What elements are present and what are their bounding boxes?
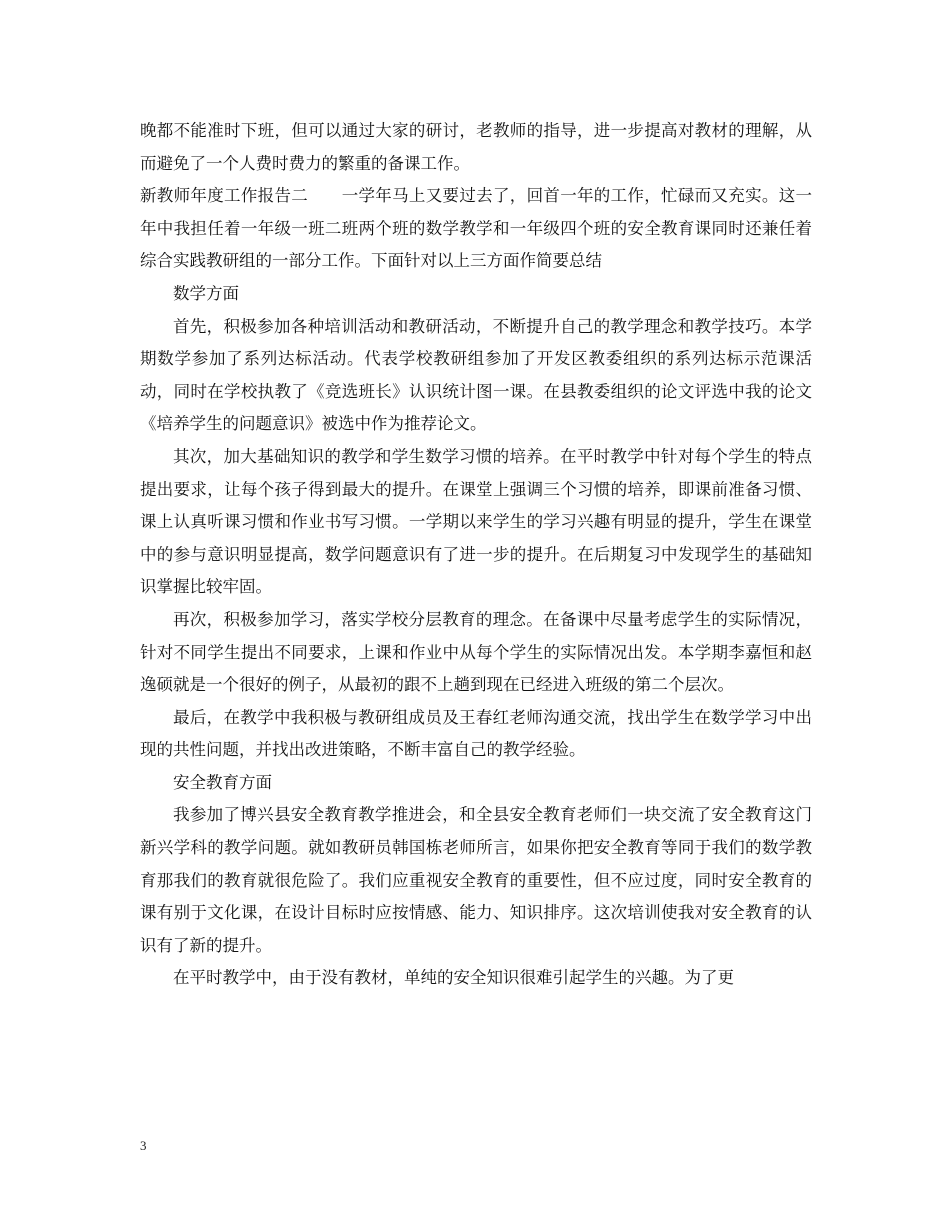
document-body (140, 115, 812, 995)
paragraph-safety-training: 我参加了博兴县安全教育教学推进会，和全县安全教育老师们一块交流了安全教育这门新兴学科的教学问题。就如教研员韩国栋老师所言，如果你把安全教育等同于我们的数学教育那我们的教育就很危险了。我们应重视安全教育的重要性，但不应过度，同时安全教育的课有别于文化课，在设计目标时应按情感、能力、知识排序。这次培训使我对安全教育的认识有了新的提升。 (140, 805, 812, 955)
paragraph-safety-teaching: 在平时教学中，由于没有教材，单纯的安全知识很难引起学生的兴趣。为了更 (173, 968, 734, 988)
paragraph-finally: 最后，在教学中我积极与教研组成员及王春红老师沟通交流，找出学生在数学学习中出现的共性问题，并找出改进策略，不断丰富自己的教学经验。 (140, 707, 812, 760)
paragraph-second: 其次，加大基础知识的教学和学生数学习惯的培养。在平时教学中针对每个学生的特点提出要求，让每个孩子得到最大的提升。在课堂上强调三个习惯的培养，即课前准备习惯、课上认真听课习惯和作业书写习惯。一学期以来学生的学习兴趣有明显的提升，学生在课堂中的参与意识明显提高，数学问题意识有了进一步的提升。在后期复习中发现学生的基础知识掌握比较牢固。 (140, 446, 812, 597)
paragraph-third: 再次，积极参加学习，落实学校分层教育的理念。在备课中尽量考虑学生的实际情况，针对不同学生提出不同要求，上课和作业中从每个学生的实际情况出发。本学期李嘉恒和赵逸硕就是一个很好的例子，从最初的跟不上趟到现在已经进入班级的第二个层次。 (140, 609, 812, 695)
paragraph-report-two-intro: 新教师年度工作报告二 一学年马上又要过去了，回首一年的工作，忙碌而又充实。这一年中我担任着一年级一班二班两个班的数学教学和一年级四个班的安全教育课同时还兼任着综合实践教研组的一部分工作。下面针对以上三方面作简要总结 (140, 186, 812, 271)
paragraph-continuation: 晚都不能准时下班，但可以通过大家的研讨，老教师的指导，进一步提高对教材的理解，从而避免了一个人费时费力的繁重的备课工作。 (140, 121, 812, 173)
page-number: 3 (140, 1138, 147, 1153)
section-heading-safety: 安全教育方面 (173, 772, 272, 792)
paragraph-first: 首先，积极参加各种培训活动和教研活动，不断提升自己的教学理念和教学技巧。本学期数学参加了系列达标活动。代表学校教研组参加了开发区教委组织的系列达标示范课活动，同时在学校执教了《竞选班长》认识统计图一课。在县教委组织的论文评选中我的论文《培养学生的问题意识》被选中作为推荐论文。 (140, 316, 812, 434)
section-heading-math: 数学方面 (173, 283, 239, 303)
